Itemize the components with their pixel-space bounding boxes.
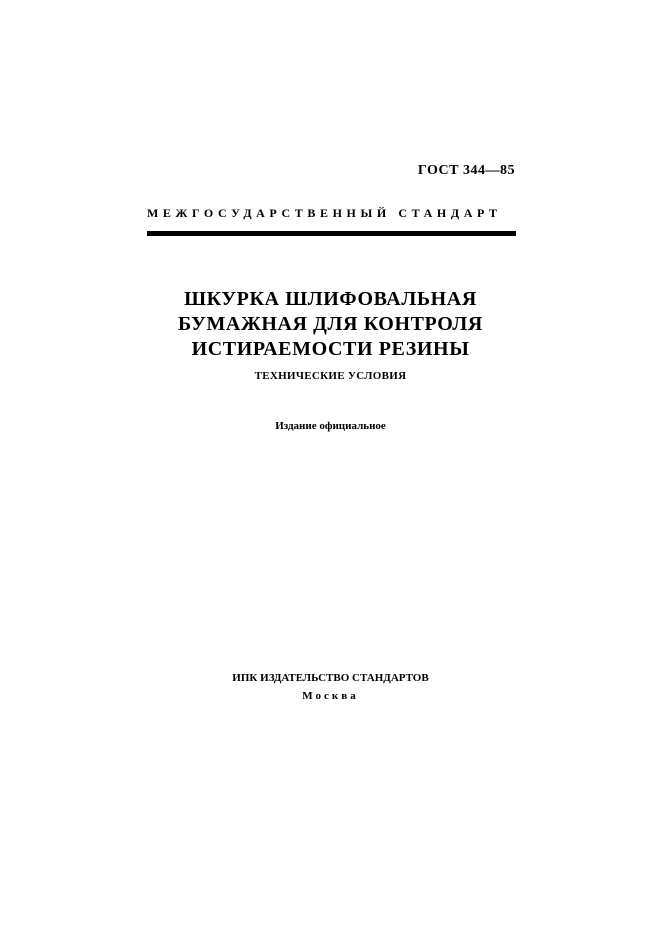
- interstate-standard-heading: МЕЖГОСУДАРСТВЕННЫЙ СТАНДАРТ: [147, 206, 502, 220]
- publisher-name: ИПК ИЗДАТЕЛЬСТВО СТАНДАРТОВ: [232, 672, 429, 684]
- document-subtitle: ТЕХНИЧЕСКИЕ УСЛОВИЯ: [254, 370, 407, 382]
- heading-divider: [147, 231, 516, 236]
- title-line-3: ИСТИРАЕМОСТИ РЕЗИНЫ: [191, 338, 470, 360]
- edition-note: Издание официальное: [275, 420, 386, 432]
- title-line-1: ШКУРКА ШЛИФОВАЛЬНАЯ: [184, 288, 477, 310]
- publisher-city: Москва: [302, 690, 359, 702]
- document-title: [0, 287, 661, 362]
- gost-number: ГОСТ 344—85: [417, 163, 515, 178]
- title-line-2: БУМАЖНАЯ ДЛЯ КОНТРОЛЯ: [178, 313, 483, 335]
